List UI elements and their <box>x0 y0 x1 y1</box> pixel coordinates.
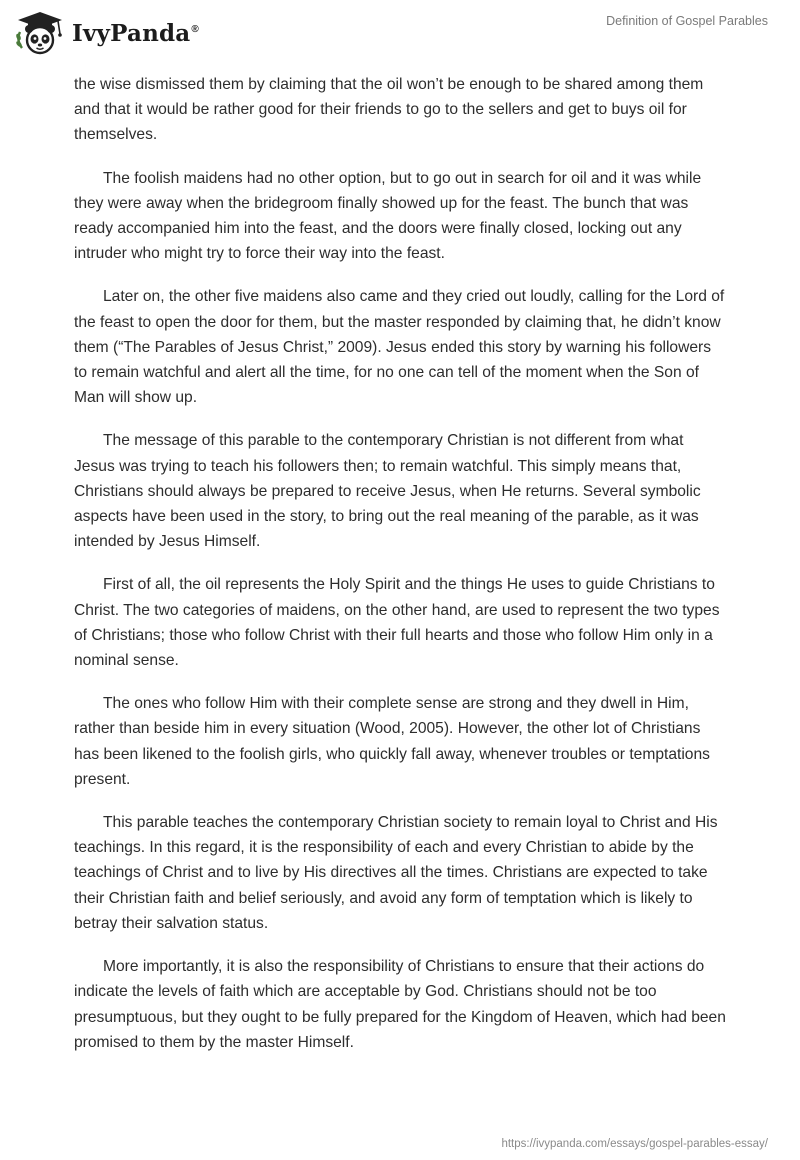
document-title: Definition of Gospel Parables <box>606 14 768 28</box>
essay-paragraph: The foolish maidens had no other option, but to go out in search for oil and it was while they were away when the bridegroom finally showed up for the feast. The bunch that was ready accompanied him into the feast, and the doors were finally closed, locking out any intruder who might try to force their way into the feast. <box>74 169 702 263</box>
essay-paragraph: The message of this parable to the contemporary Christian is not different from what Jesus was trying to teach his followers then; to remain watchful. This simply means that, Christians should always be prepared to receive Jesus, when He returns. Several symbolic aspects have been used in the story, to bring out the real meaning of the parable, as it was intended by Jesus Himself. <box>74 432 701 551</box>
essay-paragraph: Later on, the other five maidens also came and they cried out loudly, calling for the Lord of the feast to open the door for them, but the master responded by claiming that, he didn’t know them (“The Parables of Jesus Christ,” 2009). Jesus ended this story by warning his followers to remain watchful and alert all the time, for no one can tell of the moment when the Son of Man will show up. <box>74 288 725 407</box>
brand-name <box>72 20 199 47</box>
panda-graduate-logo-icon <box>14 10 66 56</box>
essay-paragraph: This parable teaches the contemporary Christian society to remain loyal to Christ and His teachings. In this regard, it is the responsibility of each and every Christian to abide by the teachings of Christ and to live by His directives all the times. Christians are expected to take their Christian faith and belief seriously, and avoid any form of temptation which is likely to betray their salvation status. <box>74 814 718 932</box>
brand-logo[interactable] <box>14 8 199 58</box>
essay-paragraph: More importantly, it is also the responsibility of Christians to ensure that their actions do indicate the levels of faith which are acceptable by God. Christians should not be too presumptuous, but they ought to be fully prepared for the Kingdom of Heaven, which had been promised to them by the master Himself. <box>74 958 726 1051</box>
page-header <box>0 0 800 70</box>
essay-body <box>74 72 726 1073</box>
source-url[interactable]: https://ivypanda.com/essays/gospel-parables-essay/ <box>501 1138 768 1150</box>
essay-paragraph: the wise dismissed them by claiming that the oil won’t be enough to be shared among them and that it would be rather good for their friends to go to the sellers and get to buys oil for themselves. <box>74 76 704 144</box>
brand-name-text: IvyPanda <box>72 19 191 47</box>
registered-mark: ® <box>191 23 199 35</box>
essay-paragraph: First of all, the oil represents the Holy Spirit and the things He uses to guide Christians to Christ. The two categories of maidens, on the other hand, are used to represent the two types of Christians; those who follow Christ with their full hearts and those who follow Him only in a nominal sense. <box>74 576 720 670</box>
essay-paragraph: The ones who follow Him with their complete sense are strong and they dwell in Him, rather than beside him in every situation (Wood, 2005). However, the other lot of Christians has been likened to the foolish girls, who quickly fall away, whenever troubles or temptations present. <box>74 695 710 788</box>
